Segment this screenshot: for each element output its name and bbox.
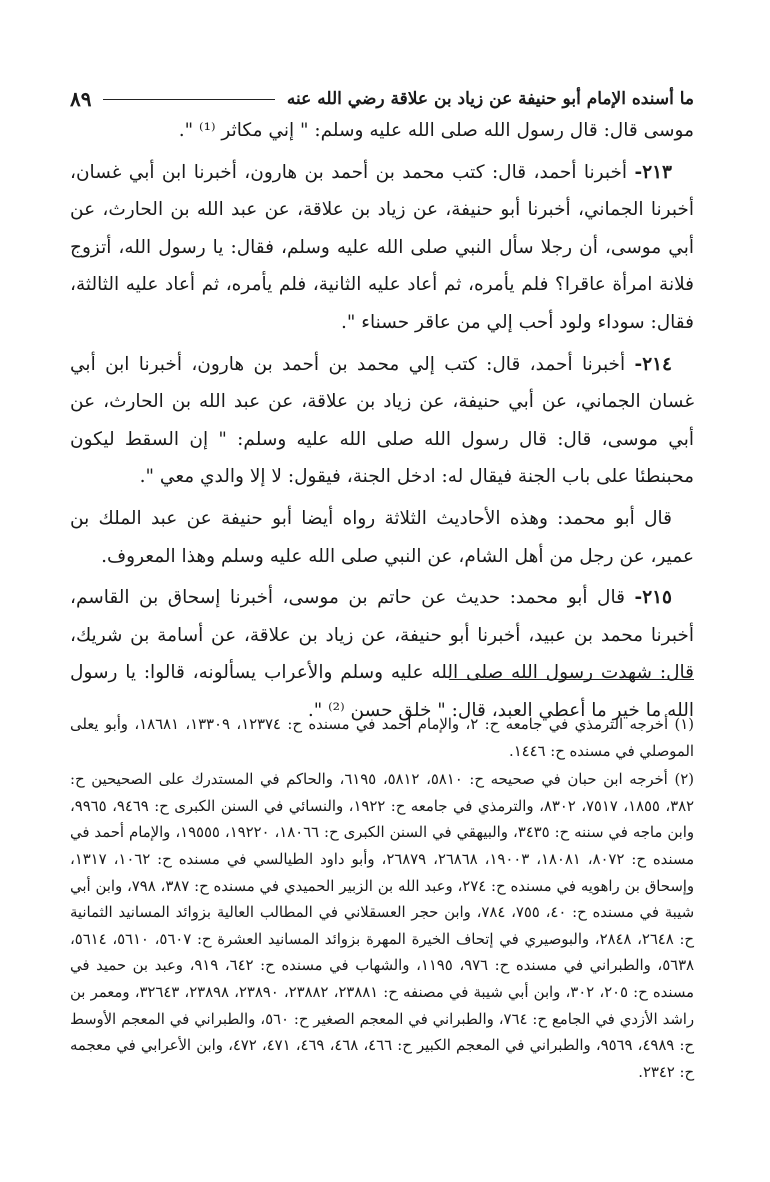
paragraph-continuation	[70, 112, 694, 150]
footnotes	[70, 712, 694, 1088]
main-text	[70, 112, 694, 734]
hadith-text: قال أبو محمد: حديث عن حاتم بن موسى، أخبرنا إسحاق بن القاسم، أخبرنا محمد بن عبيد، أخبرنا أبو حنيفة، عن زياد بن علاقة، عن أسامة بن شريك، قال: شهدت رسول الله صلى الله عليه وسلم والأعراب يسألونه، قالوا: يا رسول الله ما خير ما أعطي العبد، قال: " خلق حسن ⁽²⁾ ".	[70, 587, 694, 721]
paragraph-text: موسى قال: قال رسول الله صلى الله عليه وسلم: " إني مكاثر ⁽¹⁾ ".	[178, 120, 694, 141]
hadith-213	[70, 154, 694, 342]
running-header	[70, 84, 694, 114]
hadith-number: ٢١٥-	[634, 587, 672, 609]
header-title: ما أسنده الإمام أبو حنيفة عن زياد بن علاقة رضي الله عنه	[286, 89, 694, 109]
hadith-number: ٢١٣-	[634, 161, 672, 183]
footnote-2: (٢) أخرجه ابن حبان في صحيحه ح: ٥٨١٠، ٥٨١٢، ٦١٩٥، والحاكم في المستدرك على الصحيحين ح: ٣٨٢، ١٨٥٥، ٧٥١٧، ٨٣٠٢، والترمذي في جامعه ح: ١٩٢٢، والنسائي في السنن الكبرى ح: ٩٤٦٩، ٩٩٦٥، وابن ماجه في سننه ح: ٣٤٣٥، والبيهقي في السنن الكبرى ح: ١٨٠٦٦، ١٩٢٢٠، ١٩٥٥٥، والإمام أحمد في مسنده ح: ٨٠٧٢، ١٨٠٨١، ١٩٠٠٣، ٢٦٨٦٨، ٢٦٨٧٩، وأبو داود الطيالسي في مسنده ح: ١٠٦٢، ١٣١٧، وإسحاق بن راهويه في مسنده ح: ٢٧٤، وعبد الله بن الزبير الحميدي في مسنده ح: ٣٨٧، ٧٩٨، وابن أبي شيبة في مسنده ح: ٤٠، ٧٥٥، ٧٨٤، وابن حجر العسقلاني في المطالب العالية بزوائد المسانيد الثمانية ح: ٢٦٤٨، ٢٨٤٨، والبوصيري في إتحاف الخيرة المهرة بزوائد المسانيد العشرة ح: ٥٦٠٧، ٥٦١٠، ٥٦١٤، ٥٦٣٨، والطبراني في مسنده ح: ٩٧٦، ١١٩٥، والشهاب في مسنده ح: ٦٤٢، ٩١٩، وعبد بن حميد في مسنده ح: ٢٠٥، ٣٠٢، وابن أبي شيبة في مصنفه ح: ٢٣٨٨١، ٢٣٨٨٢، ٢٣٨٩٠، ٢٣٨٩٨، ٣٢٦٤٣، ومعمر بن راشد الأزدي في الجامع ح: ٧٦٤، والطبراني في المعجم الصغير ح: ٥٦٠، والطبراني في المعجم الأوسط ح: ٤٩٨٩، ٩٥٦٩، والطبراني في المعجم الكبير ح: ٤٦٦، ٤٦٨، ٤٦٩، ٤٧١، ٤٧٢، وابن الأعرابي في معجمه ح: ٢٣٤٢.	[70, 771, 695, 1081]
commentary-paragraph	[70, 500, 694, 575]
hadith-214	[70, 346, 694, 496]
footnote-1: (١) أخرجه الترمذي في جامعه ح: ٢، والإمام أحمد في مسنده ح: ١٢٣٧٤، ١٣٣٠٩، ١٨٦٨١، وأبو يعلى الموصلي في مسنده ح: ١٤٤٦.	[70, 716, 695, 760]
paragraph-text: قال أبو محمد: وهذه الأحاديث الثلاثة رواه أيضا أبو حنيفة عن عبد الملك بن عمير، عن رجل من أهل الشام، عن النبي صلى الله عليه وسلم وهذا المعروف.	[70, 507, 694, 567]
hadith-215	[70, 579, 694, 729]
footnote-separator	[449, 679, 694, 680]
page-number: ٨٩	[70, 87, 92, 111]
hadith-text: أخبرنا أحمد، قال: كتب إلي محمد بن أحمد بن هارون، أخبرنا ابن أبي غسان الجماني، عن أبي حنيفة، عن زياد بن علاقة، عن عبد الله بن الحارث، عن أبي موسى، قال: قال رسول الله صلى الله عليه وسلم: " إن السقط ليكون محبنطئا على باب الجنة فيقال له: ادخل الجنة، فيقول: لا إلا والدي معي ".	[70, 353, 694, 488]
header-rule	[103, 99, 274, 100]
hadith-text: أخبرنا أحمد، قال: كتب محمد بن أحمد بن هارون، أخبرنا ابن أبي غسان، أخبرنا الجماني، أخبرنا أبو حنيفة، عن زياد بن علاقة، عن عبد الله بن الحارث، عن أبي موسى، أن رجلا سأل النبي صلى الله عليه وسلم، فقال: يا رسول الله، أتزوج فلانة امرأة عاقرا؟ فلم يأمره، ثم أعاد عليه الثانية، فلم يأمره، ثم أعاد عليه الثالثة، فقال: سوداء ولود أحب إلي من عاقر حسناء ".	[70, 161, 694, 333]
hadith-number: ٢١٤-	[634, 353, 672, 375]
